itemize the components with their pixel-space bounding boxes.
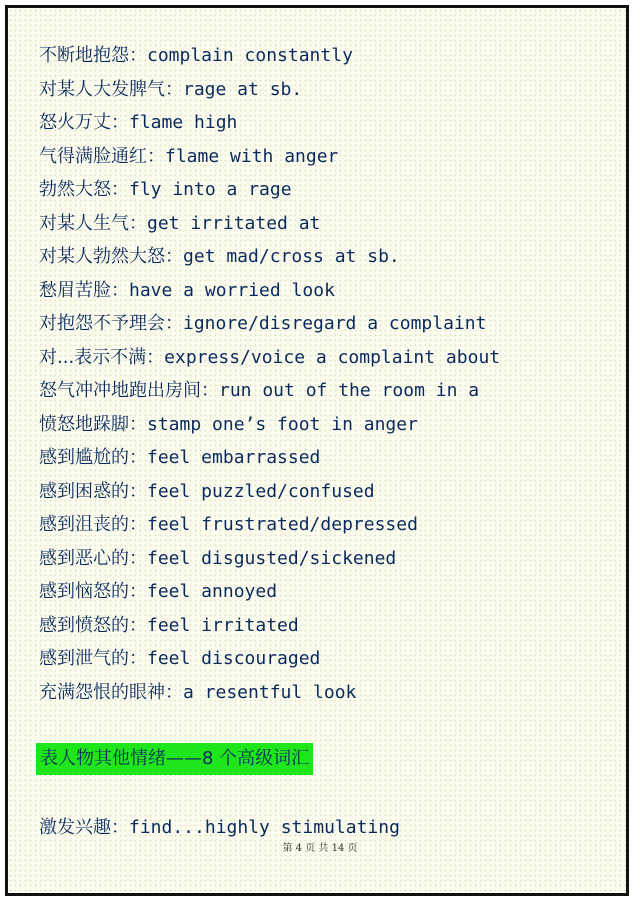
phrase-entry: [39, 111, 237, 135]
phrase-english: feel frustrated/depressed: [147, 514, 418, 535]
phrase-english: a resentful look: [183, 682, 357, 703]
phrase-entry: [39, 178, 292, 202]
phrase-english: complain constantly: [147, 45, 353, 66]
phrase-english: find...highly stimulating: [129, 817, 400, 838]
phrase-chinese: 愤怒地跺脚：: [39, 414, 147, 435]
phrase-chinese: 愁眉苦脸：: [39, 280, 129, 301]
phrase-entry: [39, 44, 353, 68]
phrase-english: feel puzzled/confused: [147, 481, 375, 502]
phrase-english: get mad/cross at sb.: [183, 246, 400, 267]
phrase-chinese: 对某人勃然大怒：: [39, 246, 183, 267]
phrase-entry: [39, 547, 396, 571]
phrase-entry: [39, 346, 500, 370]
phrase-entry: [39, 78, 302, 102]
phrase-entry: [39, 379, 479, 403]
phrase-chinese: 对某人生气：: [39, 213, 147, 234]
page-number-footer: 第 4 页 共 14 页: [282, 843, 358, 854]
phrase-english: rage at sb.: [183, 79, 303, 100]
phrase-english: feel irritated: [147, 615, 299, 636]
phrase-chinese: 充满怨恨的眼神：: [39, 682, 183, 703]
phrase-entry: [39, 312, 486, 336]
phrase-english: flame with anger: [165, 146, 339, 167]
phrase-chinese: 怒气冲冲地跑出房间：: [39, 380, 219, 401]
phrase-english: feel disgusted/sickened: [147, 548, 397, 569]
phrase-english: express/voice a complaint about: [164, 347, 501, 368]
phrase-entry: [39, 681, 356, 705]
phrase-english: fly into a rage: [129, 179, 292, 200]
phrase-chinese: 感到恼怒的：: [39, 581, 147, 602]
phrase-english: feel embarrassed: [147, 447, 321, 468]
phrase-entry: [39, 212, 320, 236]
phrase-chinese: 勃然大怒：: [39, 179, 129, 200]
phrase-entry: [39, 647, 320, 671]
phrase-chinese: 对抱怨不予理会：: [39, 313, 183, 334]
phrase-chinese: 感到泄气的：: [39, 648, 147, 669]
phrase-chinese: 感到愤怒的：: [39, 615, 147, 636]
phrase-entry: [39, 279, 335, 303]
phrase-chinese: 怒火万丈：: [39, 112, 129, 133]
phrase-entry: [39, 580, 277, 604]
phrase-entry: [39, 816, 400, 840]
section-heading: 表人物其他情绪——8 个高级词汇: [36, 743, 313, 775]
phrase-chinese: 激发兴趣：: [39, 817, 129, 838]
phrase-english: get irritated at: [147, 213, 321, 234]
phrase-chinese: 对...表示不满：: [39, 347, 165, 368]
phrase-english: ignore/disregard a complaint: [183, 313, 487, 334]
phrase-chinese: 感到恶心的：: [39, 548, 147, 569]
phrase-chinese: 不断地抱怨：: [39, 45, 147, 66]
phrase-english: stamp one’s foot in anger: [147, 414, 418, 435]
phrase-entry: [39, 145, 338, 169]
phrase-chinese: 对某人大发脾气：: [39, 79, 183, 100]
phrase-english: feel annoyed: [147, 581, 278, 602]
phrase-chinese: 感到困惑的：: [39, 481, 147, 502]
phrase-english: flame high: [129, 112, 238, 133]
phrase-entry: [39, 413, 418, 437]
phrase-entry: [39, 245, 400, 269]
phrase-english: feel discouraged: [147, 648, 321, 669]
phrase-english: have a worried look: [129, 280, 335, 301]
phrase-entry: [39, 480, 375, 504]
phrase-english: run out of the room in a: [219, 380, 480, 401]
phrase-chinese: 感到沮丧的：: [39, 514, 147, 535]
phrase-entry: [39, 513, 418, 537]
phrase-entry: [39, 614, 299, 638]
phrase-entry: [39, 446, 320, 470]
phrase-chinese: 感到尴尬的：: [39, 447, 147, 468]
phrase-chinese: 气得满脸通红：: [39, 146, 165, 167]
